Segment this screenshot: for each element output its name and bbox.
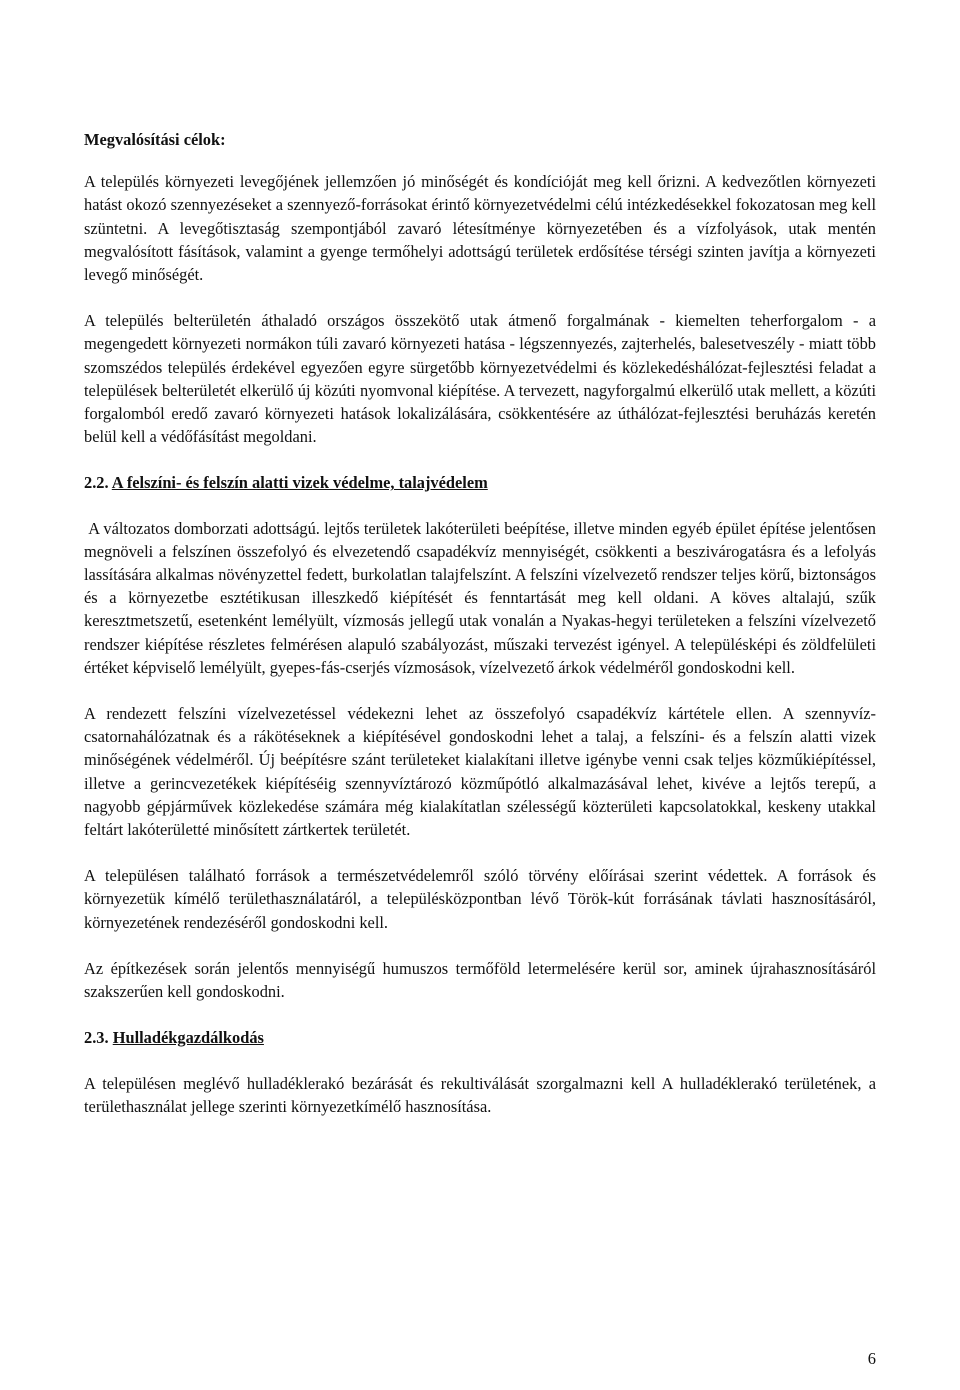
section-heading-2-3 — [84, 1026, 876, 1049]
section-number: 2.3. — [84, 1028, 109, 1048]
heading-megvalositasi-celok: Megvalósítási célok: — [84, 130, 226, 149]
paragraph-springs: A településen található források a természetvédelemről szóló törvény előírásai szerint védettek. A források és környezetük kímélő területhasználatáról, a településközpontban lévő Török-kút forrásának távlati hasznosításáról, környezetének rendezéséről gondoskodni kell. — [84, 866, 876, 932]
section-title: Hulladékgazdálkodás — [112, 1028, 264, 1048]
section-number: 2.2. — [84, 473, 109, 493]
paragraph-topsoil: Az építkezések során jelentős mennyiségű humuszos termőföld letermelésére kerül sor, aminek újrahasznosításáról szakszerűen kell gondoskodni. — [84, 958, 876, 1002]
section-title: A felszíni- és felszín alatti vizek védelme, talajvédelem — [111, 473, 488, 493]
paragraph-waste: A településen meglévő hulladéklerakó bezárását és rekultiválását szorgalmazni kell A hulladéklerakó területének, a területhasználat jellege szerinti környezetkímélő hasznosítása. — [84, 1073, 876, 1116]
paragraph-air-quality: A település környezeti levegőjének jellemzően jó minőségét és kondícióját meg kell őrizni. A kedvezőtlen környezeti hatást okozó szennyezéseket a szennyező-forrásokat érintő környezetvédelmi célú intézkedésekkel fokozatosan meg kell szüntetni. A levegőtisztaság szempontjából zavaró létesítménye környezetében és a vízfolyások, utak mentén megvalósított fásítások, valamint a gyenge termőhelyi adottságú területek erdősítése térségi szinten javítja a környezeti levegő minőségét. — [84, 172, 876, 285]
document-page — [84, 128, 881, 1118]
paragraph-terrain: A változatos domborzati adottságú. lejtős területek lakóterületi beépítése, illetve minden egyéb épület építése jelentősen megnöveli a felszínen összefolyó és elvezetendő csapadékvíz mennyiségét, csökkenti a beszivárogatásra és a lefolyás lassítására alkalmas növényzettel fedett, burkolatlan talajfelszínt. A felszíni vízelvezető rendszer teljes körű, biztonságos és a környezetbe esztétikusan illeszkedő kiépítését és fenntartását meg kell oldani. A köves altalajú, szűk keresztmetszetű, esetenként lemélyült, vízmosás jellegű utak vonalán a Nyakas-hegyi területeken a felszíni vízelvezető rendszer kiépítése részletes felmérésen alapuló szabályozást, műszaki tervezést igényel. A településképi és zöldfelületi értéket képviselő lemélyült, gyepes-fás-cserjés vízmosások, vízelvezető árkok védelméről gondoskodni kell. — [84, 518, 881, 677]
paragraph-traffic: A település belterületén áthaladó országos összekötő utak átmenő forgalmának - kiemelten teherforgalom - a megengedett környezeti normákon túli zavaró környezeti hatása - légszennyezés, zajterhelés, balesetveszély - miatt több szomszédos település érdekével egyezően egyre sürgetőbb környezetvédelmi és közlekedéshálózat-fejlesztési feladat a települések belterületét elkerülő új közúti nyomvonal kiépítése. A tervezett, nagyforgalmú elkerülő utak mellett, a közúti forgalomból eredő zavaró környezeti hatások lokalizálására, csökkentésére az úthálózat-fejlesztési beruházás keretén belül kell a védőfásítást megoldani. — [84, 311, 876, 447]
section-heading-2-2 — [84, 471, 876, 494]
page-number: 6 — [867, 1349, 876, 1368]
paragraph-drainage: A rendezett felszíni vízelvezetéssel védekezni lehet az összefolyó csapadékvíz kártétele ellen. A szennyvíz-csatornahálózatnak és a rákötéseknek a kiépítésével gondoskodni lehet a talaj, a felszíni- és a felszín alatti vizek minőségének védelméről. Új beépítésre szánt területeket kialakítani illetve igénybe venni csak teljes közműkiépítéssel, illetve a gerincvezetékek kiépítéséig szennyvíztározó közműpótló alkalmazásával lehet, kivéve a lejtős terepű, a nagyobb gépjárművek közlekedése számára még kialakítatlan szélességű közterületi kapcsolatokkal, keskeny utakkal feltárt lakóterületté minősített zártkertek területét. — [84, 704, 876, 840]
